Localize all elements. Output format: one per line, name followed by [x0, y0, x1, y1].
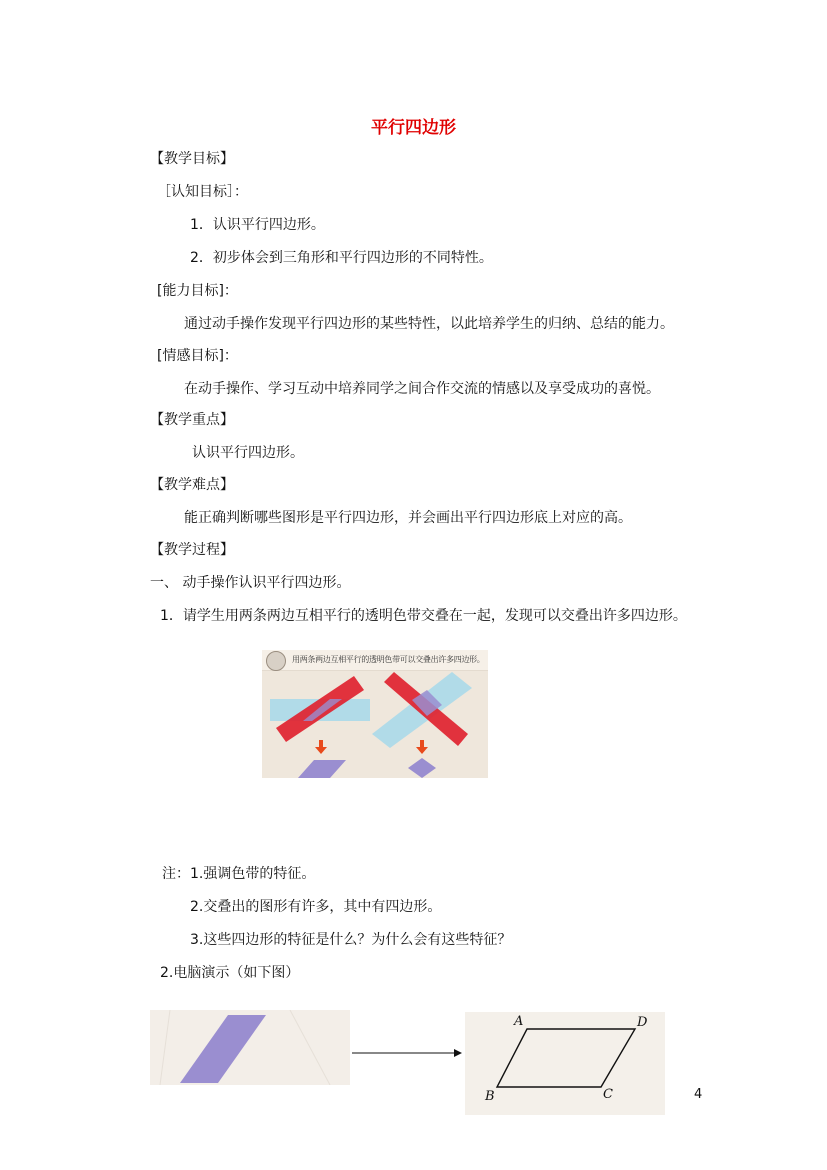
cognitive-item-2: 2．初步体会到三角形和平行四边形的不同特性。 — [190, 250, 493, 266]
step-2-text: 2.电脑演示（如下图） — [160, 965, 300, 981]
ribbon-drawing — [262, 650, 488, 778]
vertex-label-c: C — [603, 1087, 613, 1102]
step-1-text: 1．请学生用两条两边互相平行的透明色带交叠在一起，发现可以交叠出许多四边形。 — [160, 608, 687, 624]
parallelogram-outline — [465, 1012, 665, 1115]
vertex-label-d: D — [637, 1015, 648, 1030]
key-heading: 【教学重点】 — [150, 412, 234, 428]
vertex-label-b: B — [485, 1089, 495, 1104]
page-title: 平行四边形 — [371, 118, 456, 138]
process-heading: 【教学过程】 — [150, 542, 234, 558]
purple-parallelogram-drawing — [150, 1010, 350, 1085]
purple-parallelogram-figure — [150, 1010, 350, 1085]
step-one: 一、 动手操作认识平行四边形。 — [150, 575, 351, 591]
page-number: 4 — [694, 1087, 703, 1102]
labeled-parallelogram-figure — [465, 1012, 665, 1115]
key-text: 认识平行四边形。 — [192, 445, 304, 461]
note-2: 2.交叠出的图形有许多，其中有四边形。 — [190, 899, 442, 915]
purple-parallelogram — [180, 1015, 266, 1083]
ribbon-overlap-figure — [262, 650, 488, 778]
difficulty-heading: 【教学难点】 — [150, 477, 234, 493]
vertex-label-a: A — [514, 1014, 524, 1029]
cognitive-heading: ［认知目标］： — [157, 184, 248, 200]
cognitive-item-1: 1．认识平行四边形。 — [190, 217, 325, 233]
note-3: 3.这些四边形的特征是什么？为什么会有这些特征？ — [190, 932, 512, 948]
ability-heading: [能力目标]： — [157, 283, 238, 299]
emotion-heading: [情感目标]： — [157, 348, 238, 364]
figure-caption: 用两条两边互相平行的透明色带可以交叠出许多四边形。 — [292, 655, 485, 664]
goals-heading: 【教学目标】 — [150, 151, 234, 167]
result-rhombus — [408, 758, 436, 778]
result-parallelogram — [298, 760, 346, 778]
ability-text: 通过动手操作发现平行四边形的某些特性，以此培养学生的归纳、总结的能力。 — [184, 316, 674, 332]
emotion-text: 在动手操作、学习互动中培养同学之间合作交流的情感以及享受成功的喜悦。 — [184, 381, 660, 397]
note-1: 注：1.强调色带的特征。 — [162, 866, 316, 882]
down-arrow-left-icon — [315, 740, 327, 754]
down-arrow-right-icon — [416, 740, 428, 754]
right-arrow-icon — [350, 1046, 466, 1060]
difficulty-text: 能正确判断哪些图形是平行四边形，并会画出平行四边形底上对应的高。 — [184, 510, 632, 526]
